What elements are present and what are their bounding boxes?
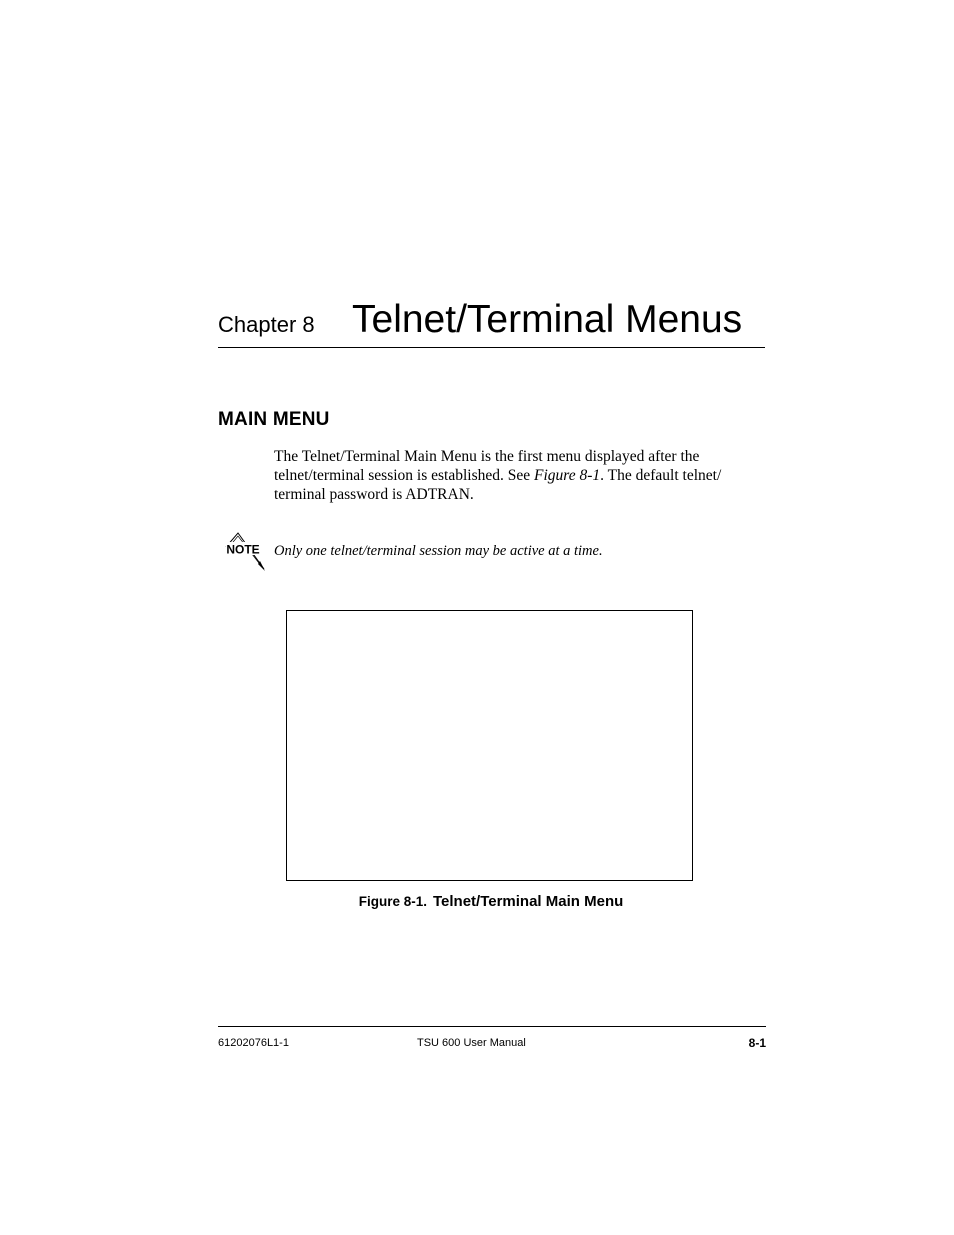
- chapter-title: Telnet/Terminal Menus: [352, 298, 743, 341]
- section-heading: MAIN MENU: [218, 409, 330, 430]
- footer-doc-number: 61202076L1-1: [218, 1037, 289, 1049]
- note-icon: [224, 531, 268, 573]
- figure-reference: Figure 8-1: [534, 467, 601, 484]
- body-line-1: The Telnet/Terminal Main Menu is the first menu displayed after the: [274, 448, 700, 465]
- title-rule: [218, 347, 765, 348]
- body-line-2: [274, 466, 768, 485]
- body-line-3: terminal password is ADTRAN.: [274, 486, 474, 503]
- figure-number: Figure 8-1.: [358, 894, 427, 909]
- footer-page-number: 8-1: [748, 1036, 766, 1050]
- footer-rule: [218, 1026, 766, 1027]
- footer-manual-title: TSU 600 User Manual: [417, 1037, 526, 1049]
- body-line-2-end: . The default telnet/: [600, 467, 722, 484]
- body-paragraph: [274, 447, 768, 504]
- figure-title: Telnet/Terminal Main Menu: [432, 893, 624, 910]
- figure-caption: [218, 890, 764, 914]
- body-line-2-start: telnet/terminal session is established. See: [274, 467, 535, 484]
- figure-frame: [286, 610, 693, 881]
- note-text: Only one telnet/terminal session may be active at a time.: [274, 543, 603, 559]
- note-icon-label: NOTE: [226, 542, 260, 557]
- chapter-label: Chapter 8: [218, 312, 315, 337]
